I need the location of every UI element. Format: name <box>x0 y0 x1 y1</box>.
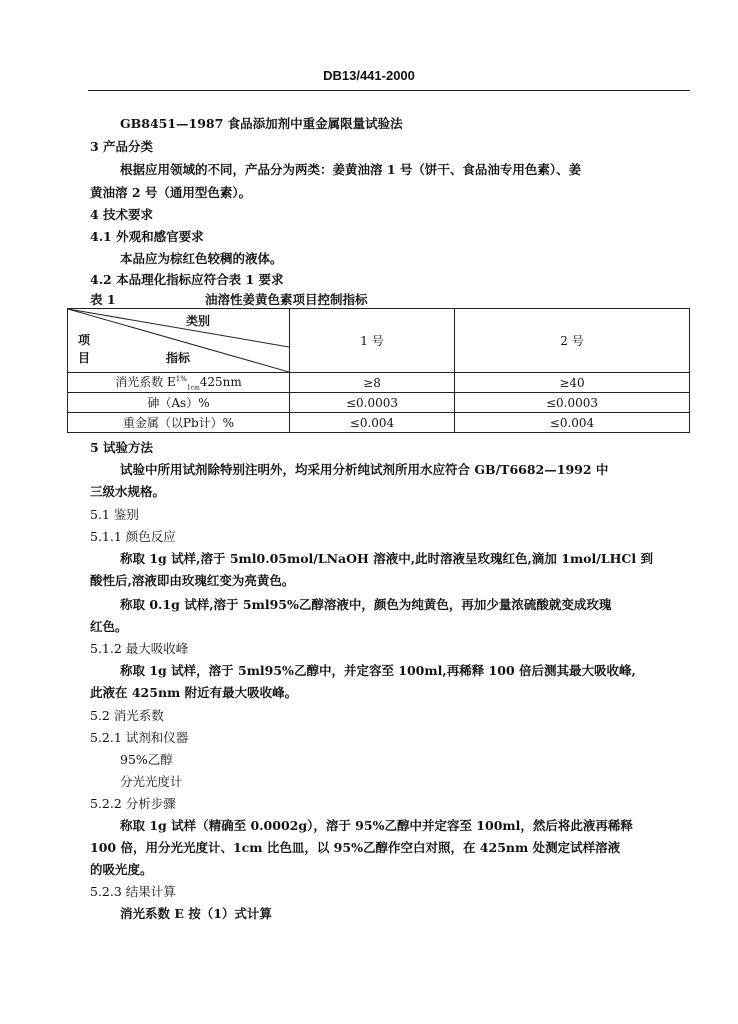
subsection-heading: 4.2 本品理化指标应符合表 1 要求 <box>90 272 284 287</box>
standard-code: DB13/441-2000 <box>323 68 415 83</box>
table-number: 表 1 <box>90 292 116 307</box>
paragraph-line: 本品应为棕红色较稠的液体。 <box>120 251 283 266</box>
table-row <box>68 413 690 433</box>
table-row <box>68 373 690 393</box>
column-header-1: 1 号 <box>290 309 455 373</box>
diagonal-header-cell <box>68 309 290 373</box>
item-label-top: 项 <box>78 333 91 347</box>
list-item: 95%乙醇 <box>120 752 173 767</box>
paragraph-line: 试验中所用试剂除特别注明外，均采用分析纯试剂所用水应符合 GB/T6682—1992 中 <box>120 462 609 477</box>
cell-value: ≤0.004 <box>290 413 455 433</box>
subsection-heading: 5.2 消光系数 <box>90 708 164 723</box>
cell-value: ≤0.0003 <box>455 393 690 413</box>
cell-value: ≤0.004 <box>455 413 690 433</box>
subsection-heading: 4.1 外观和感官要求 <box>90 229 204 244</box>
column-header-2: 2 号 <box>455 309 690 373</box>
paragraph-line: 此液在 425nm 附近有最大吸收峰。 <box>90 685 298 700</box>
paragraph-line: 酸性后,溶液即由玫瑰红变为亮黄色。 <box>90 573 295 588</box>
cell-value: ≥8 <box>290 373 455 393</box>
indicator-label: 指标 <box>166 351 191 365</box>
table-caption: 油溶性姜黄色素项目控制指标 <box>205 292 368 307</box>
paragraph-line: 黄油溶 2 号（通用型色素）。 <box>90 185 252 200</box>
item-label-bottom: 目 <box>78 351 91 365</box>
paragraph-line: 红色。 <box>90 619 128 634</box>
cell-value: ≥40 <box>455 373 690 393</box>
subsection-heading: 5.2.1 试剂和仪器 <box>90 730 189 745</box>
header-rule <box>88 90 690 91</box>
paragraph-line: 三级水规格。 <box>90 484 166 499</box>
row-label: 砷（As）% <box>68 393 290 413</box>
subsection-heading: 5.1.1 颜色反应 <box>90 529 176 544</box>
list-item: 分光光度计 <box>120 774 183 789</box>
section-heading: 3 产品分类 <box>90 139 154 154</box>
category-label: 类别 <box>186 314 211 328</box>
spec-table <box>67 308 690 433</box>
reference-standard: GB8451—1987 食品添加剂中重金属限量试验法 <box>120 116 403 131</box>
subsection-heading: 5.2.2 分析步骤 <box>90 796 176 811</box>
section-heading: 4 技术要求 <box>90 207 154 222</box>
cell-value: ≤0.0003 <box>290 393 455 413</box>
paragraph-line: 称取 0.1g 试样,溶于 5ml95%乙醇溶液中，颜色为纯黄色，再加少量浓硫酸就变成玫瑰 <box>120 597 612 612</box>
row-label: 消光系数 $E^{1\%}_{1cm}425nm$ <box>68 373 290 393</box>
paragraph-line: 称取 1g 试样（精确至 0.0002g），溶于 95%乙醇中并定容至 100ml，然后将此液再稀释 <box>120 818 633 833</box>
paragraph-line: 消光系数 E 按（1）式计算 <box>120 906 272 921</box>
paragraph-line: 的吸光度。 <box>90 862 153 877</box>
subsection-heading: 5.1 鉴别 <box>90 507 139 522</box>
row-label: 重金属（以Pb计）% <box>68 413 290 433</box>
table-header-row <box>68 309 690 373</box>
paragraph-line: 根据应用领域的不同，产品分为两类：姜黄油溶 1 号（饼干、食品油专用色素）、姜 <box>120 162 582 177</box>
paragraph-line: 称取 1g 试样,溶于 5ml0.05mol/LNaOH 溶液中,此时溶液呈玫瑰红色,滴加 1mol/LHCl 到 <box>120 551 653 566</box>
subsection-heading: 5.2.3 结果计算 <box>90 884 176 899</box>
table-row <box>68 393 690 413</box>
section-heading: 5 试验方法 <box>90 440 154 455</box>
paragraph-line: 称取 1g 试样，溶于 5ml95%乙醇中，并定容至 100ml,再稀释 100 倍后测其最大吸收峰, <box>120 663 636 678</box>
paragraph-line: 100 倍，用分光光度计、1cm 比色皿，以 95%乙醇作空白对照，在 425nm 处测定试样溶液 <box>90 840 621 855</box>
subsection-heading: 5.1.2 最大吸收峰 <box>90 641 189 656</box>
